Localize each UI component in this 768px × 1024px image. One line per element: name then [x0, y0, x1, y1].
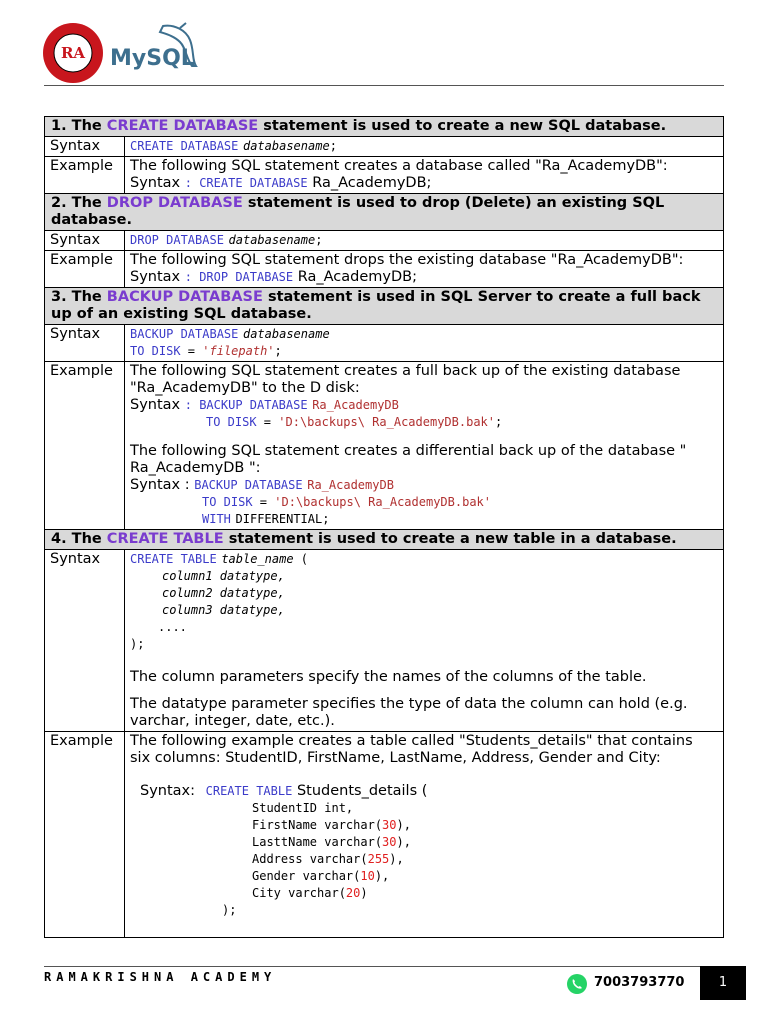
mysql-logo: [108, 20, 208, 76]
header-divider: [44, 85, 724, 86]
page-number: 1: [700, 966, 746, 1000]
svg-text:RA: RA: [60, 44, 86, 62]
whatsapp-icon: [566, 973, 588, 995]
syntax-row: Syntax BACKUP DATABASE databasename TO DISK = 'filepath';: [45, 325, 724, 362]
section-heading: 1. The CREATE DATABASE statement is used to create a new SQL database.: [45, 117, 724, 137]
syntax-row: Syntax DROP DATABASE databasename;: [45, 231, 724, 251]
syntax-row: Syntax CREATE TABLE table_name ( column1 datatype, column2 datatype, column3 datatype, .... ); The column parameters specify the names of the columns of the table. The datatype parameter specifies the type of data the column can hold (e.g. varchar, integer, date, etc.).: [45, 550, 724, 732]
example-row: Example The following SQL statement creates a database called "Ra_AcademyDB": Syntax : CREATE DATABASE Ra_AcademyDB;: [45, 157, 724, 194]
row-label: Syntax: [45, 137, 125, 157]
heading-keyword: DROP DATABASE: [106, 195, 243, 211]
example-row: Example The following SQL statement drops the existing database "Ra_AcademyDB": Syntax : DROP DATABASE Ra_AcademyDB;: [45, 251, 724, 288]
page-header: [0, 0, 768, 88]
row-label: Example: [45, 732, 125, 938]
row-label: Syntax: [45, 231, 125, 251]
row-label: Syntax: [45, 550, 125, 732]
section-heading: 3. The BACKUP DATABASE statement is used in SQL Server to create a full back up of an existing SQL database.: [45, 288, 724, 325]
example-row: Example The following SQL statement creates a full back up of the existing database "Ra_AcademyDB" to the D disk: Syntax : BACKUP DATABASE Ra_AcademyDB TO DISK = 'D:\backups\ Ra_AcademyDB.bak'; The following SQL statement creates a differential back up of the database " Ra_AcademyDB ": Syntax : BACKUP DATABASE Ra_AcademyDB TO DISK = 'D:\backups\ Ra_AcademyDB.bak' WITH DIFFERENTIAL;: [45, 362, 724, 530]
syntax-row: Syntax CREATE DATABASE databasename;: [45, 137, 724, 157]
example-row: Example The following example creates a table called "Students_details" that contains six columns: StudentID, FirstName, LastName, Address, Gender and City: Syntax: CREATE TABLE Students_details ( StudentID int, FirstName varchar(30), LasttName varchar(30), Address varchar(255), Gender varchar(10), City varchar(20) );: [45, 732, 724, 938]
heading-keyword: CREATE DATABASE: [106, 118, 259, 134]
svg-text:MySQL: MySQL: [110, 46, 195, 71]
footer-brand: RAMAKRISHNA ACADEMY: [44, 970, 277, 984]
sql-reference-table: [44, 116, 724, 938]
heading-keyword: BACKUP DATABASE: [106, 289, 263, 305]
row-label: Example: [45, 251, 125, 288]
footer-phone: 7003793770: [594, 975, 685, 990]
heading-keyword: CREATE TABLE: [106, 531, 224, 547]
section-heading: 2. The DROP DATABASE statement is used to drop (Delete) an existing SQL database.: [45, 194, 724, 231]
ra-academy-seal-logo: [42, 22, 104, 84]
section-heading: 4. The CREATE TABLE statement is used to create a new table in a database.: [45, 530, 724, 550]
row-label: Example: [45, 362, 125, 530]
row-label: Syntax: [45, 325, 125, 362]
footer-divider: [44, 966, 724, 967]
row-label: Example: [45, 157, 125, 194]
